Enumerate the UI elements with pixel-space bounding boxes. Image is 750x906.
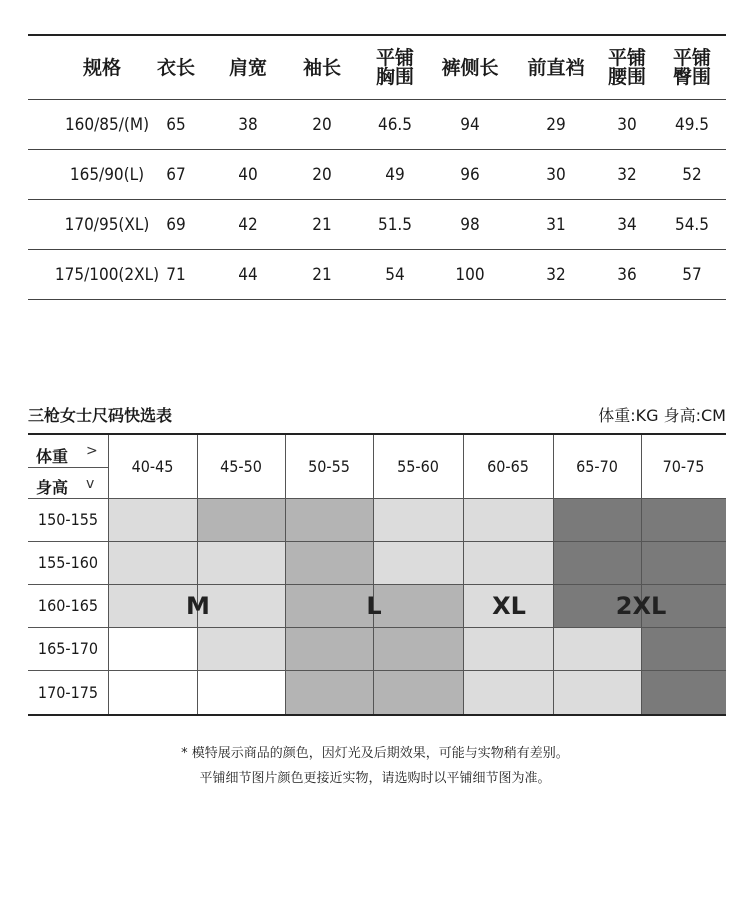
- size-cell: [463, 670, 553, 714]
- size-cell: [285, 541, 373, 584]
- grid-row-line: [28, 541, 726, 542]
- spec-cell: 57: [682, 264, 702, 285]
- weight-col-header: 65-70: [576, 457, 618, 476]
- spec-cell: 98: [460, 214, 480, 235]
- spec-row: [28, 150, 726, 199]
- spec-cell: 94: [460, 114, 480, 135]
- height-axis-label: 身高: [36, 478, 69, 497]
- spec-cell: 20: [312, 114, 332, 135]
- weight-col-header: 40-45: [131, 457, 174, 476]
- size-cell: [108, 541, 197, 584]
- spec-cell: 160/85/(M): [64, 114, 150, 135]
- spec-cell: 96: [460, 164, 480, 185]
- spec-cell: 170/95(XL): [64, 214, 150, 235]
- spec-cell: 32: [546, 264, 566, 285]
- size-cell: [108, 670, 197, 714]
- size-cell: [108, 498, 197, 541]
- spec-cell: 54: [385, 264, 405, 285]
- size-quick-select-grid: [28, 435, 726, 715]
- arrow-right-icon: >: [86, 443, 98, 459]
- size-cell: [197, 541, 285, 584]
- spec-cell: 175/100(2XL): [54, 264, 160, 285]
- spec-row: [28, 100, 726, 149]
- spec-cell: 100: [455, 264, 485, 285]
- spec-header-hip: 平铺 臀围: [672, 47, 711, 88]
- arrow-down-icon: v: [86, 476, 95, 492]
- size-cell: [197, 584, 285, 627]
- size-cell: [373, 498, 463, 541]
- size-cell: [373, 584, 463, 627]
- quick-select-bottom-rule: [28, 714, 726, 716]
- size-cell: [641, 498, 726, 541]
- size-cell: [373, 541, 463, 584]
- weight-col-header: 60-65: [487, 457, 529, 476]
- size-cell: [108, 584, 197, 627]
- size-cell: [463, 627, 553, 670]
- quick-select-units: 体重:KG 身高:CM: [598, 406, 726, 425]
- size-label-xl: XL: [492, 592, 526, 620]
- spec-cell: 20: [312, 164, 332, 185]
- spec-header-waist: 平铺 腰围: [607, 47, 646, 88]
- spec-cell: 65: [166, 114, 186, 135]
- spec-cell: 34: [617, 214, 637, 235]
- weight-axis-label: 体重: [36, 447, 69, 466]
- size-cell: [373, 670, 463, 714]
- spec-cell: 71: [166, 264, 186, 285]
- spec-cell: 36: [617, 264, 637, 285]
- size-label-l: L: [366, 592, 382, 620]
- spec-row: [28, 200, 726, 249]
- size-cell: [463, 541, 553, 584]
- size-cell: [463, 498, 553, 541]
- size-cell: [553, 670, 641, 714]
- spec-header-shoulder: 肩宽: [228, 56, 267, 79]
- size-cell: [553, 498, 641, 541]
- weight-col-header: 55-60: [397, 457, 439, 476]
- spec-cell: 29: [546, 114, 566, 135]
- spec-header-sleeve: 袖长: [302, 56, 341, 79]
- spec-row: [28, 250, 726, 299]
- spec-cell: 31: [546, 214, 566, 235]
- spec-cell: 54.5: [674, 214, 710, 235]
- grid-row-line: [28, 498, 726, 499]
- height-row-header: 165-170: [37, 639, 99, 658]
- spec-cell: 38: [238, 114, 258, 135]
- size-label-m: M: [186, 592, 210, 620]
- size-cell: [285, 670, 373, 714]
- spec-cell: 21: [312, 214, 332, 235]
- spec-cell: 30: [617, 114, 637, 135]
- size-cell: [108, 627, 197, 670]
- spec-header-row: [28, 36, 726, 100]
- height-row-header: 155-160: [37, 553, 99, 572]
- spec-cell: 30: [546, 164, 566, 185]
- spec-cell: 51.5: [377, 214, 413, 235]
- size-cell: [641, 541, 726, 584]
- weight-col-header: 45-50: [220, 457, 262, 476]
- spec-cell: 165/90(L): [69, 164, 145, 185]
- spec-header-front-rise: 前直裆: [527, 56, 585, 79]
- grid-row-line: [28, 627, 726, 628]
- spec-cell: 69: [166, 214, 186, 235]
- height-row-header: 150-155: [37, 510, 99, 529]
- size-cell: [285, 627, 373, 670]
- disclaimer-line-2: 平铺细节图片颜色更接近实物，请选购时以平铺细节图为准。: [199, 771, 551, 786]
- corner-divider: [28, 467, 108, 468]
- spec-cell: 21: [312, 264, 332, 285]
- spec-cell: 40: [238, 164, 258, 185]
- height-row-header: 160-165: [37, 596, 99, 615]
- spec-cell: 42: [238, 214, 258, 235]
- spec-header-length: 衣长: [156, 56, 195, 79]
- size-label-2xl: 2XL: [615, 592, 667, 620]
- grid-row-line: [28, 670, 726, 671]
- spec-cell: 49.5: [674, 114, 710, 135]
- size-cell: [285, 584, 373, 627]
- size-cell: [641, 670, 726, 714]
- height-row-header: 170-175: [37, 682, 99, 702]
- spec-header-pants-length: 裤侧长: [441, 56, 499, 79]
- spec-cell: 32: [617, 164, 637, 185]
- size-cell: [197, 627, 285, 670]
- size-cell: [641, 627, 726, 670]
- weight-col-header: 70-75: [662, 457, 705, 476]
- spec-cell: 46.5: [377, 114, 413, 135]
- size-cell: [285, 498, 373, 541]
- grid-row-line: [28, 584, 726, 585]
- size-cell: [373, 627, 463, 670]
- spec-cell: 44: [238, 264, 258, 285]
- spec-cell: 67: [166, 164, 186, 185]
- table-bottom-rule: [28, 299, 726, 300]
- quick-select-title: 三枪女士尺码快选表: [28, 406, 173, 425]
- disclaimer-line-1: * 模特展示商品的颜色，因灯光及后期效果，可能与实物稍有差别。: [181, 746, 569, 761]
- spec-header-size: 规格: [82, 56, 121, 79]
- size-cell: [197, 670, 285, 714]
- spec-header-chest: 平铺 胸围: [375, 47, 414, 88]
- spec-cell: 49: [385, 164, 405, 185]
- size-cell: [553, 627, 641, 670]
- weight-col-header: 50-55: [308, 457, 350, 476]
- size-cell: [197, 498, 285, 541]
- spec-cell: 52: [682, 164, 702, 185]
- size-cell: [553, 541, 641, 584]
